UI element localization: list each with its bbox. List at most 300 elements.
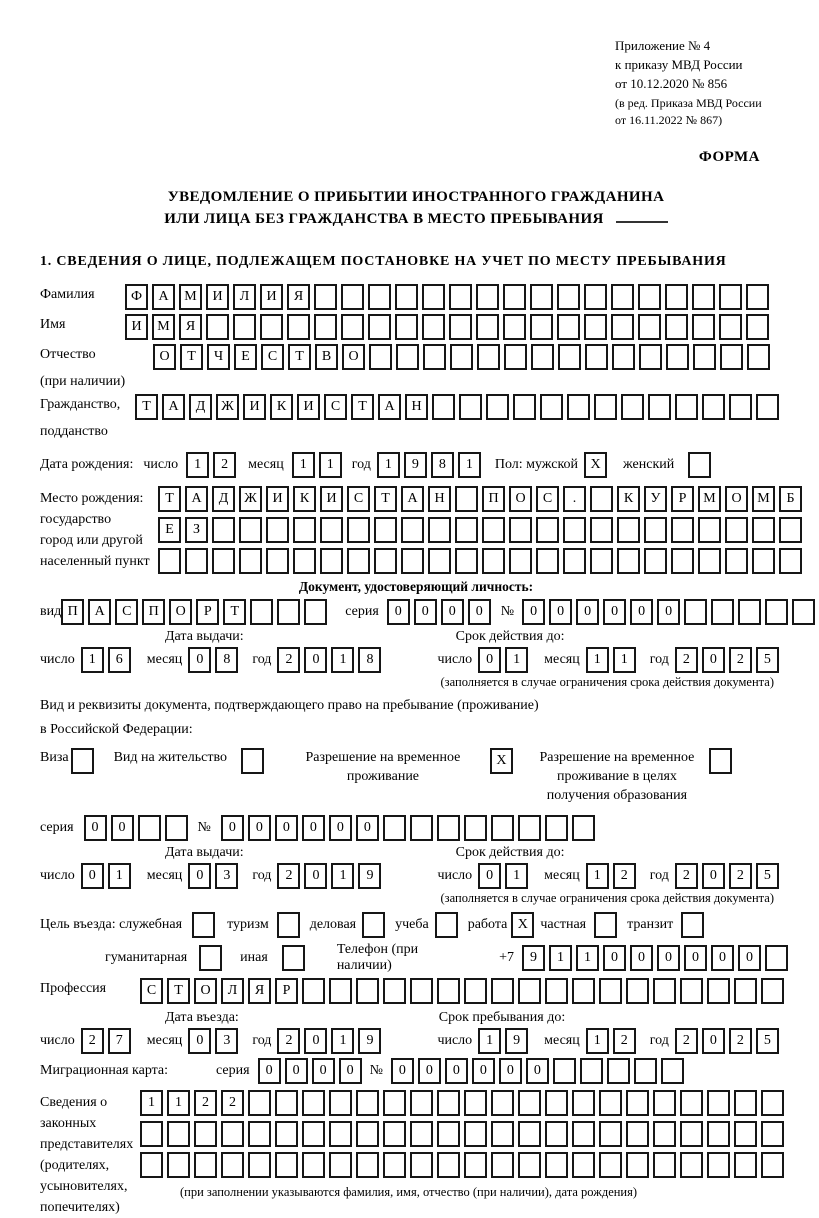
form-cell[interactable] <box>374 548 397 574</box>
form-cell[interactable] <box>432 394 455 420</box>
birth-year-cells[interactable] <box>377 452 485 478</box>
form-cell[interactable]: И <box>125 314 148 340</box>
form-cell[interactable] <box>287 314 310 340</box>
form-cell[interactable]: 2 <box>613 863 636 889</box>
form-cell[interactable]: И <box>260 284 283 310</box>
form-cell[interactable] <box>545 1090 568 1116</box>
form-cell[interactable]: Н <box>428 486 451 512</box>
form-cell[interactable] <box>206 314 229 340</box>
form-cell[interactable] <box>401 517 424 543</box>
form-cell[interactable] <box>644 517 667 543</box>
form-cell[interactable]: 0 <box>188 863 211 889</box>
form-cell[interactable] <box>638 314 661 340</box>
form-cell[interactable]: Т <box>374 486 397 512</box>
form-cell[interactable] <box>585 344 608 370</box>
migration-series-cells[interactable] <box>258 1058 366 1084</box>
form-cell[interactable]: К <box>293 486 316 512</box>
form-cell[interactable] <box>314 284 337 310</box>
form-cell[interactable]: 2 <box>213 452 236 478</box>
form-cell[interactable] <box>540 394 563 420</box>
form-cell[interactable] <box>266 517 289 543</box>
form-cell[interactable] <box>626 1121 649 1147</box>
form-cell[interactable] <box>738 599 761 625</box>
form-cell[interactable]: Т <box>288 344 311 370</box>
form-cell[interactable]: И <box>297 394 320 420</box>
form-cell[interactable] <box>435 912 458 938</box>
form-cell[interactable]: А <box>152 284 175 310</box>
form-cell[interactable] <box>138 815 161 841</box>
form-cell[interactable] <box>140 1152 163 1178</box>
form-cell[interactable] <box>707 1121 730 1147</box>
form-cell[interactable]: 1 <box>140 1090 163 1116</box>
form-cell[interactable] <box>476 284 499 310</box>
form-cell[interactable] <box>437 1121 460 1147</box>
representatives-cells-row1[interactable] <box>140 1090 788 1116</box>
form-cell[interactable] <box>293 548 316 574</box>
representatives-cells-row3[interactable] <box>140 1152 788 1178</box>
form-cell[interactable]: 2 <box>729 863 752 889</box>
form-cell[interactable] <box>239 517 262 543</box>
form-cell[interactable]: 2 <box>194 1090 217 1116</box>
form-cell[interactable] <box>611 284 634 310</box>
expiry-month-cells[interactable] <box>586 647 640 673</box>
form-cell[interactable] <box>557 314 580 340</box>
form-cell[interactable]: С <box>115 599 138 625</box>
form-cell[interactable] <box>536 517 559 543</box>
form-cell[interactable] <box>437 978 460 1004</box>
form-cell[interactable] <box>563 517 586 543</box>
form-cell[interactable]: Я <box>287 284 310 310</box>
form-cell[interactable] <box>329 1121 352 1147</box>
form-cell[interactable] <box>362 912 385 938</box>
form-cell[interactable]: 0 <box>304 1028 327 1054</box>
form-cell[interactable] <box>140 1121 163 1147</box>
form-cell[interactable] <box>491 1090 514 1116</box>
form-cell[interactable] <box>221 1152 244 1178</box>
form-cell[interactable] <box>449 284 472 310</box>
form-cell[interactable]: 1 <box>186 452 209 478</box>
form-cell[interactable]: М <box>152 314 175 340</box>
form-cell[interactable] <box>580 1058 603 1084</box>
form-cell[interactable] <box>395 284 418 310</box>
form-cell[interactable] <box>719 314 742 340</box>
form-cell[interactable]: 9 <box>522 945 545 971</box>
form-cell[interactable] <box>482 517 505 543</box>
form-cell[interactable] <box>212 548 235 574</box>
issue-year-cells[interactable] <box>277 647 385 673</box>
form-cell[interactable]: 1 <box>586 1028 609 1054</box>
form-cell[interactable]: 8 <box>215 647 238 673</box>
form-cell[interactable] <box>347 517 370 543</box>
form-cell[interactable]: 0 <box>387 599 410 625</box>
form-cell[interactable]: И <box>206 284 229 310</box>
form-cell[interactable]: 2 <box>675 1028 698 1054</box>
form-cell[interactable]: 0 <box>391 1058 414 1084</box>
form-cell[interactable] <box>266 548 289 574</box>
form-cell[interactable]: 1 <box>81 647 104 673</box>
form-cell[interactable] <box>518 815 541 841</box>
form-cell[interactable]: О <box>342 344 365 370</box>
form-cell[interactable] <box>410 978 433 1004</box>
form-cell[interactable] <box>558 344 581 370</box>
expiry-day-cells[interactable] <box>478 647 532 673</box>
form-cell[interactable] <box>734 1090 757 1116</box>
form-cell[interactable] <box>617 517 640 543</box>
form-cell[interactable]: Р <box>671 486 694 512</box>
form-cell[interactable]: Т <box>223 599 246 625</box>
form-cell[interactable] <box>165 815 188 841</box>
form-cell[interactable] <box>709 748 732 774</box>
form-cell[interactable] <box>584 284 607 310</box>
form-cell[interactable] <box>302 1090 325 1116</box>
form-cell[interactable] <box>761 1121 784 1147</box>
form-cell[interactable] <box>644 548 667 574</box>
form-cell[interactable] <box>734 1152 757 1178</box>
purpose-work-checkbox[interactable] <box>511 912 538 938</box>
form-cell[interactable] <box>422 314 445 340</box>
form-cell[interactable]: 0 <box>329 815 352 841</box>
form-cell[interactable] <box>383 978 406 1004</box>
form-cell[interactable]: П <box>142 599 165 625</box>
form-cell[interactable] <box>167 1152 190 1178</box>
form-cell[interactable] <box>530 284 553 310</box>
form-cell[interactable] <box>368 284 391 310</box>
form-cell[interactable]: С <box>324 394 347 420</box>
form-cell[interactable] <box>486 394 509 420</box>
form-cell[interactable]: Т <box>158 486 181 512</box>
form-cell[interactable]: 0 <box>111 815 134 841</box>
form-cell[interactable] <box>395 314 418 340</box>
form-cell[interactable]: З <box>185 517 208 543</box>
form-cell[interactable]: А <box>88 599 111 625</box>
form-cell[interactable] <box>199 945 222 971</box>
form-cell[interactable]: 0 <box>702 647 725 673</box>
form-cell[interactable]: Ч <box>207 344 230 370</box>
form-cell[interactable]: 0 <box>339 1058 362 1084</box>
form-cell[interactable] <box>437 1090 460 1116</box>
form-cell[interactable]: С <box>536 486 559 512</box>
birth-place-cells-row2[interactable] <box>158 517 806 543</box>
form-cell[interactable]: 0 <box>522 599 545 625</box>
residence-number-cells[interactable] <box>221 815 599 841</box>
form-cell[interactable]: 0 <box>258 1058 281 1084</box>
form-cell[interactable] <box>665 284 688 310</box>
form-cell[interactable] <box>241 748 264 774</box>
form-cell[interactable]: 1 <box>613 647 636 673</box>
form-cell[interactable] <box>611 314 634 340</box>
form-cell[interactable] <box>428 517 451 543</box>
form-cell[interactable] <box>661 1058 684 1084</box>
form-cell[interactable] <box>304 599 327 625</box>
form-cell[interactable] <box>626 1090 649 1116</box>
form-cell[interactable] <box>557 284 580 310</box>
migration-number-cells[interactable] <box>391 1058 688 1084</box>
form-cell[interactable] <box>563 548 586 574</box>
form-cell[interactable] <box>239 548 262 574</box>
form-cell[interactable]: 2 <box>675 863 698 889</box>
form-cell[interactable] <box>545 1152 568 1178</box>
form-cell[interactable]: X <box>490 748 513 774</box>
form-cell[interactable]: А <box>162 394 185 420</box>
form-cell[interactable] <box>752 548 775 574</box>
form-cell[interactable] <box>599 1121 622 1147</box>
form-cell[interactable] <box>248 1152 271 1178</box>
form-cell[interactable]: 9 <box>505 1028 528 1054</box>
form-cell[interactable] <box>680 1152 703 1178</box>
residence-issue-month-cells[interactable] <box>188 863 242 889</box>
form-cell[interactable] <box>747 344 770 370</box>
form-cell[interactable] <box>396 344 419 370</box>
form-cell[interactable] <box>314 314 337 340</box>
form-cell[interactable]: Р <box>196 599 219 625</box>
temp-residence-checkbox[interactable] <box>490 748 517 774</box>
form-cell[interactable] <box>347 548 370 574</box>
form-cell[interactable] <box>504 344 527 370</box>
form-cell[interactable]: М <box>179 284 202 310</box>
form-cell[interactable] <box>277 599 300 625</box>
form-cell[interactable]: Е <box>158 517 181 543</box>
form-cell[interactable] <box>572 815 595 841</box>
form-cell[interactable]: 5 <box>756 1028 779 1054</box>
form-cell[interactable] <box>638 284 661 310</box>
form-cell[interactable]: 0 <box>603 945 626 971</box>
form-cell[interactable] <box>590 517 613 543</box>
form-cell[interactable] <box>707 1152 730 1178</box>
form-cell[interactable]: Д <box>189 394 212 420</box>
form-cell[interactable] <box>356 1090 379 1116</box>
form-cell[interactable] <box>491 978 514 1004</box>
form-cell[interactable] <box>719 284 742 310</box>
form-cell[interactable]: Н <box>405 394 428 420</box>
entry-year-cells[interactable] <box>277 1028 385 1054</box>
form-cell[interactable]: Ж <box>216 394 239 420</box>
expiry-year-cells[interactable] <box>675 647 783 673</box>
form-cell[interactable] <box>639 344 662 370</box>
form-cell[interactable] <box>599 978 622 1004</box>
form-cell[interactable] <box>356 978 379 1004</box>
form-cell[interactable]: 0 <box>304 647 327 673</box>
purpose-study-checkbox[interactable] <box>435 912 462 938</box>
form-cell[interactable]: 2 <box>277 1028 300 1054</box>
form-cell[interactable]: У <box>644 486 667 512</box>
form-cell[interactable] <box>553 1058 576 1084</box>
form-cell[interactable]: С <box>347 486 370 512</box>
form-cell[interactable]: О <box>725 486 748 512</box>
form-cell[interactable]: 2 <box>675 647 698 673</box>
form-cell[interactable] <box>779 548 802 574</box>
form-cell[interactable]: 1 <box>586 863 609 889</box>
residence-issue-day-cells[interactable] <box>81 863 135 889</box>
gender-female-checkbox[interactable] <box>688 452 715 478</box>
issue-month-cells[interactable] <box>188 647 242 673</box>
form-cell[interactable]: 0 <box>630 945 653 971</box>
form-cell[interactable] <box>455 486 478 512</box>
form-cell[interactable] <box>194 1152 217 1178</box>
form-cell[interactable] <box>725 517 748 543</box>
form-cell[interactable]: 9 <box>358 1028 381 1054</box>
form-cell[interactable]: 2 <box>221 1090 244 1116</box>
form-cell[interactable]: 1 <box>331 863 354 889</box>
form-cell[interactable] <box>681 912 704 938</box>
form-cell[interactable]: 1 <box>292 452 315 478</box>
profession-cells[interactable] <box>140 978 788 1004</box>
form-cell[interactable]: 1 <box>331 1028 354 1054</box>
form-cell[interactable]: Я <box>248 978 271 1004</box>
form-cell[interactable] <box>572 978 595 1004</box>
form-cell[interactable]: Л <box>233 284 256 310</box>
form-cell[interactable]: 0 <box>304 863 327 889</box>
form-cell[interactable] <box>302 1152 325 1178</box>
form-cell[interactable]: Д <box>212 486 235 512</box>
form-cell[interactable] <box>459 394 482 420</box>
form-cell[interactable]: Л <box>221 978 244 1004</box>
form-cell[interactable]: О <box>169 599 192 625</box>
form-cell[interactable]: 0 <box>702 1028 725 1054</box>
form-cell[interactable] <box>518 1152 541 1178</box>
form-cell[interactable]: П <box>61 599 84 625</box>
form-cell[interactable] <box>729 394 752 420</box>
form-cell[interactable]: 1 <box>108 863 131 889</box>
form-cell[interactable] <box>194 1121 217 1147</box>
form-cell[interactable]: Т <box>135 394 158 420</box>
form-cell[interactable] <box>383 1152 406 1178</box>
form-cell[interactable]: 6 <box>108 647 131 673</box>
form-cell[interactable] <box>464 1121 487 1147</box>
form-cell[interactable] <box>545 978 568 1004</box>
doc-series-cells[interactable] <box>387 599 495 625</box>
form-cell[interactable] <box>761 1090 784 1116</box>
form-cell[interactable] <box>455 517 478 543</box>
issue-day-cells[interactable] <box>81 647 135 673</box>
form-cell[interactable] <box>572 1090 595 1116</box>
form-cell[interactable]: 0 <box>275 815 298 841</box>
purpose-humanitarian-checkbox[interactable] <box>199 945 226 971</box>
form-cell[interactable] <box>734 1121 757 1147</box>
form-cell[interactable]: 0 <box>657 945 680 971</box>
form-cell[interactable]: 0 <box>248 815 271 841</box>
form-cell[interactable] <box>530 314 553 340</box>
form-cell[interactable]: 1 <box>377 452 400 478</box>
form-cell[interactable] <box>192 912 215 938</box>
form-cell[interactable]: 0 <box>526 1058 549 1084</box>
form-cell[interactable] <box>275 1121 298 1147</box>
purpose-transit-checkbox[interactable] <box>681 912 708 938</box>
form-cell[interactable] <box>617 548 640 574</box>
stay-year-cells[interactable] <box>675 1028 783 1054</box>
form-cell[interactable] <box>221 1121 244 1147</box>
form-cell[interactable]: 1 <box>586 647 609 673</box>
form-cell[interactable] <box>725 548 748 574</box>
form-cell[interactable]: Т <box>167 978 190 1004</box>
form-cell[interactable]: 8 <box>358 647 381 673</box>
given-name-cells[interactable] <box>125 314 773 340</box>
form-cell[interactable] <box>509 517 532 543</box>
form-cell[interactable]: 0 <box>414 599 437 625</box>
form-cell[interactable]: Б <box>779 486 802 512</box>
form-cell[interactable] <box>341 284 364 310</box>
form-cell[interactable] <box>675 394 698 420</box>
form-cell[interactable] <box>653 1090 676 1116</box>
form-cell[interactable] <box>756 394 779 420</box>
form-cell[interactable]: Ж <box>239 486 262 512</box>
form-cell[interactable]: 1 <box>319 452 342 478</box>
form-cell[interactable]: 0 <box>84 815 107 841</box>
form-cell[interactable] <box>671 517 694 543</box>
form-cell[interactable]: 3 <box>215 863 238 889</box>
form-cell[interactable]: 0 <box>478 647 501 673</box>
form-cell[interactable] <box>275 1152 298 1178</box>
form-cell[interactable] <box>779 517 802 543</box>
visa-checkbox[interactable] <box>71 748 98 774</box>
form-cell[interactable] <box>746 314 769 340</box>
form-cell[interactable]: 2 <box>613 1028 636 1054</box>
temp-residence-education-checkbox[interactable] <box>709 748 736 774</box>
form-cell[interactable] <box>464 978 487 1004</box>
form-cell[interactable]: 0 <box>702 863 725 889</box>
form-cell[interactable] <box>653 978 676 1004</box>
doc-type-cells[interactable] <box>61 599 331 625</box>
form-cell[interactable] <box>567 394 590 420</box>
form-cell[interactable] <box>572 1152 595 1178</box>
form-cell[interactable] <box>491 815 514 841</box>
form-cell[interactable] <box>450 344 473 370</box>
form-cell[interactable]: 0 <box>188 1028 211 1054</box>
form-cell[interactable]: 2 <box>277 863 300 889</box>
form-cell[interactable]: 2 <box>729 1028 752 1054</box>
form-cell[interactable] <box>765 599 788 625</box>
form-cell[interactable]: 0 <box>285 1058 308 1084</box>
form-cell[interactable]: С <box>261 344 284 370</box>
form-cell[interactable]: А <box>378 394 401 420</box>
form-cell[interactable] <box>653 1121 676 1147</box>
form-cell[interactable] <box>688 452 711 478</box>
form-cell[interactable] <box>599 1090 622 1116</box>
form-cell[interactable]: 0 <box>468 599 491 625</box>
form-cell[interactable]: 0 <box>81 863 104 889</box>
form-cell[interactable] <box>692 284 715 310</box>
residence-expiry-day-cells[interactable] <box>478 863 532 889</box>
form-cell[interactable]: 0 <box>603 599 626 625</box>
form-cell[interactable]: 2 <box>81 1028 104 1054</box>
form-cell[interactable]: 5 <box>756 863 779 889</box>
form-cell[interactable]: 0 <box>549 599 572 625</box>
form-cell[interactable] <box>653 1152 676 1178</box>
stay-day-cells[interactable] <box>478 1028 532 1054</box>
form-cell[interactable] <box>302 1121 325 1147</box>
form-cell[interactable] <box>666 344 689 370</box>
form-cell[interactable]: К <box>270 394 293 420</box>
form-cell[interactable]: 0 <box>418 1058 441 1084</box>
stay-month-cells[interactable] <box>586 1028 640 1054</box>
form-cell[interactable] <box>680 978 703 1004</box>
doc-number-cells[interactable] <box>522 599 819 625</box>
form-cell[interactable] <box>383 815 406 841</box>
form-cell[interactable]: 1 <box>478 1028 501 1054</box>
form-cell[interactable]: Р <box>275 978 298 1004</box>
form-cell[interactable] <box>167 1121 190 1147</box>
form-cell[interactable]: Ф <box>125 284 148 310</box>
form-cell[interactable] <box>320 548 343 574</box>
form-cell[interactable] <box>233 314 256 340</box>
form-cell[interactable]: 5 <box>756 647 779 673</box>
patronymic-cells[interactable] <box>153 344 774 370</box>
residence-issue-year-cells[interactable] <box>277 863 385 889</box>
form-cell[interactable]: 2 <box>277 647 300 673</box>
form-cell[interactable]: 0 <box>441 599 464 625</box>
form-cell[interactable] <box>536 548 559 574</box>
form-cell[interactable] <box>594 912 617 938</box>
form-cell[interactable] <box>594 394 617 420</box>
